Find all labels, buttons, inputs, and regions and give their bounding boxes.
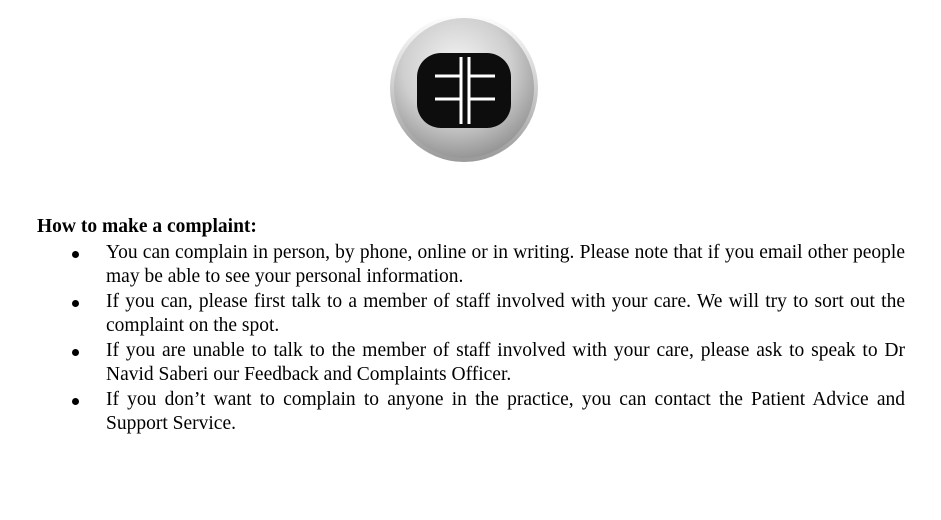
list-item-text: If you can, please first talk to a member of staff involved with your care. We will try to sort out the complaint on the spot.: [106, 291, 905, 336]
list-item-text: If you are unable to talk to the member of staff involved with your care, please ask to speak to Dr Navid Saberi our Feedback and Complaints Officer.: [106, 340, 905, 385]
list-item-text: If you don’t want to complain to anyone in the practice, you can contact the Patient Advice and Support Service.: [106, 389, 905, 434]
list-item: [37, 388, 905, 437]
bullet-icon: [72, 349, 79, 356]
list-item: [37, 339, 905, 388]
complaint-section: [37, 214, 905, 437]
practice-logo: [389, 13, 539, 163]
bullet-icon: [72, 398, 79, 405]
practice-logo-icon: [389, 13, 539, 163]
bullet-icon: [72, 251, 79, 258]
list-item: [37, 241, 905, 290]
complaint-heading: How to make a complaint:: [37, 216, 257, 237]
bullet-icon: [72, 300, 79, 307]
list-item-text: You can complain in person, by phone, online or in writing. Please note that if you email other people may be able to see your personal information.: [106, 242, 905, 287]
list-item: [37, 290, 905, 339]
complaint-list: [37, 241, 905, 437]
